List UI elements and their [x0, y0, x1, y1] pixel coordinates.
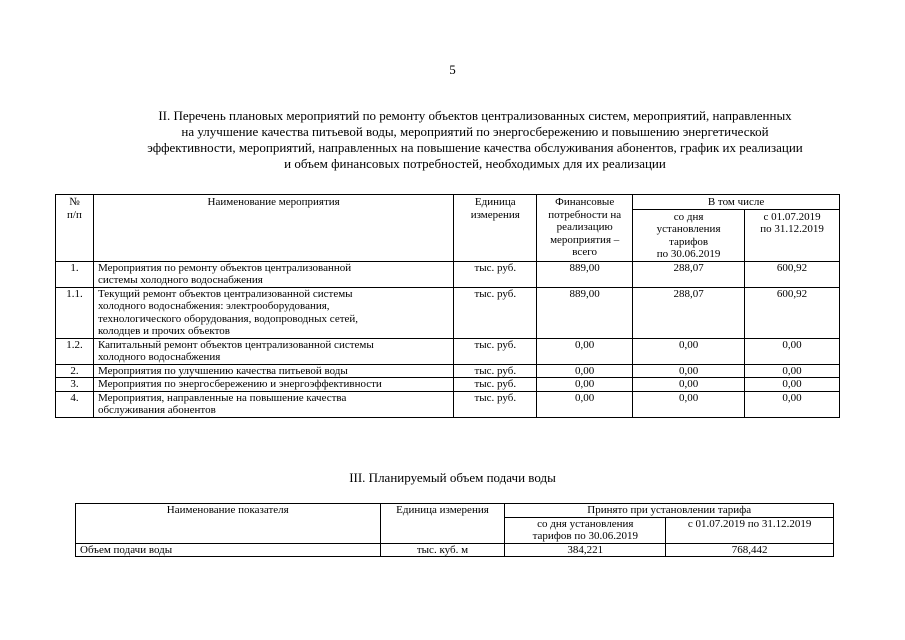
row-measure-name-line: колодцев и прочих объектов [97, 325, 230, 337]
table-row [56, 364, 840, 378]
header-num [56, 195, 94, 262]
table-row [76, 543, 834, 557]
row-num: 1.2. [56, 338, 94, 364]
header-period-1-line: со дня [673, 210, 704, 223]
row-num: 3. [56, 378, 94, 392]
table-row [56, 287, 840, 338]
row-measure-name [93, 287, 453, 338]
row-total: 889,00 [537, 287, 633, 338]
header-period-1-line: тарифов [669, 235, 709, 248]
row-total: 0,00 [537, 391, 633, 417]
header-unit-line: Единица [474, 196, 516, 208]
row-measure-name-line: Мероприятия по улучшению качества питьевой воды [97, 364, 348, 377]
header-unit: Единица измерения [380, 504, 505, 544]
row-num: 1. [56, 261, 94, 287]
row-period-2: 0,00 [745, 391, 840, 417]
row-total: 0,00 [537, 378, 633, 392]
header-num-line: № [69, 196, 80, 208]
row-period-1: 384,221 [505, 543, 666, 557]
section-3-title: III. Планируемый объем подачи воды [349, 470, 556, 485]
header-period-1-line: тарифов по 30.06.2019 [532, 530, 638, 542]
header-period-1 [505, 517, 666, 543]
row-unit: тыс. руб. [454, 391, 537, 417]
header-period-1 [633, 209, 745, 261]
header-fin-line: Финансовые [555, 196, 615, 208]
row-measure-name-line: Текущий ремонт объектов централизованной системы [97, 287, 353, 300]
row-total: 0,00 [537, 338, 633, 364]
row-period-2: 768,442 [666, 543, 834, 557]
header-measure-name: Наименование мероприятия [93, 195, 453, 262]
row-period-1: 0,00 [633, 378, 745, 392]
table-row [56, 391, 840, 417]
row-measure-name-line: Капитальный ремонт объектов централизованной системы [97, 338, 374, 351]
water-volume-header-row [76, 504, 834, 518]
row-num: 2. [56, 364, 94, 378]
row-period-1: 0,00 [633, 338, 745, 364]
table-row [56, 378, 840, 392]
header-indicator: Наименование показателя [76, 504, 381, 544]
header-unit [454, 195, 537, 262]
header-period-1-line: установления [656, 223, 721, 235]
row-measure-name-line: Мероприятия по энергосбережению и энергоэффективности [97, 378, 382, 390]
table-row [56, 261, 840, 287]
section-2-title-line: II. Перечень плановых мероприятий по ремонту объектов централизованных систем, мероприятий, направленных [158, 108, 792, 123]
row-period-1: 288,07 [633, 261, 745, 287]
row-unit: тыс. руб. [454, 287, 537, 338]
row-unit: тыс. руб. [454, 261, 537, 287]
header-fin-line: мероприятия – [550, 233, 620, 246]
header-fin-line: потребности на [548, 208, 622, 221]
row-measure-name [93, 261, 453, 287]
row-period-1: 0,00 [633, 364, 745, 378]
row-measure-name-line: обслуживания абонентов [97, 404, 216, 416]
row-period-2: 0,00 [745, 378, 840, 392]
water-volume-table [75, 503, 834, 557]
row-total: 889,00 [537, 261, 633, 287]
header-unit-line: измерения [470, 208, 520, 221]
row-num: 4. [56, 391, 94, 417]
row-measure-name-line: холодного водоснабжения [97, 351, 221, 363]
row-num: 1.1. [56, 287, 94, 338]
row-total: 0,00 [537, 364, 633, 378]
row-unit: тыс. руб. [454, 378, 537, 392]
section-2-title-line: эффективности, мероприятий, направленных на повышение качества обслуживания абонентов, график их реализации [147, 140, 803, 155]
row-measure-name [93, 364, 453, 378]
header-fin-line: реализацию [556, 221, 613, 233]
row-period-1: 0,00 [633, 391, 745, 417]
row-indicator: Объем подачи воды [76, 543, 381, 557]
header-financial-needs [537, 195, 633, 262]
header-period-2-line: по 31.12.2019 [760, 223, 824, 235]
row-period-2: 0,00 [745, 364, 840, 378]
row-measure-name [93, 391, 453, 417]
section-2-title-line: и объем финансовых потребностей, необходимых для их реализации [284, 156, 666, 171]
section-2-title [50, 108, 900, 172]
row-measure-name-line: Мероприятия, направленные на повышение качества [97, 391, 347, 404]
measures-table [55, 194, 840, 418]
header-period-1-line: со дня установления [537, 517, 634, 530]
header-period-1-line: по 30.06.2019 [656, 248, 721, 260]
row-unit: тыс. куб. м [380, 543, 505, 557]
row-unit: тыс. руб. [454, 338, 537, 364]
row-period-1: 288,07 [633, 287, 745, 338]
row-period-2: 600,92 [745, 287, 840, 338]
row-measure-name-line: Мероприятия по ремонту объектов централизованной [97, 261, 352, 274]
row-period-2: 0,00 [745, 338, 840, 364]
row-measure-name-line: системы холодного водоснабжения [97, 274, 263, 286]
row-measure-name-line: холодного водоснабжения: электрооборудования, [97, 300, 330, 312]
row-unit: тыс. руб. [454, 364, 537, 378]
measures-table-header-row [56, 195, 840, 210]
row-measure-name [93, 338, 453, 364]
header-accepted: Принято при установлении тарифа [505, 504, 834, 518]
header-period-2: с 01.07.2019 по 31.12.2019 [666, 517, 834, 543]
row-measure-name-line: технологического оборудования, водопроводных сетей, [97, 312, 359, 325]
header-including: В том числе [633, 195, 840, 210]
header-period-2 [745, 209, 840, 261]
table-row [56, 338, 840, 364]
page-number: 5 [449, 62, 456, 77]
row-measure-name [93, 378, 453, 392]
row-period-2: 600,92 [745, 261, 840, 287]
section-2-title-line: на улучшение качества питьевой воды, мероприятий по энергосбережению и повышению энергетической [181, 124, 769, 139]
header-num-line: п/п [67, 208, 82, 221]
header-period-2-line: с 01.07.2019 [763, 210, 821, 223]
header-fin-line: всего [572, 246, 598, 258]
